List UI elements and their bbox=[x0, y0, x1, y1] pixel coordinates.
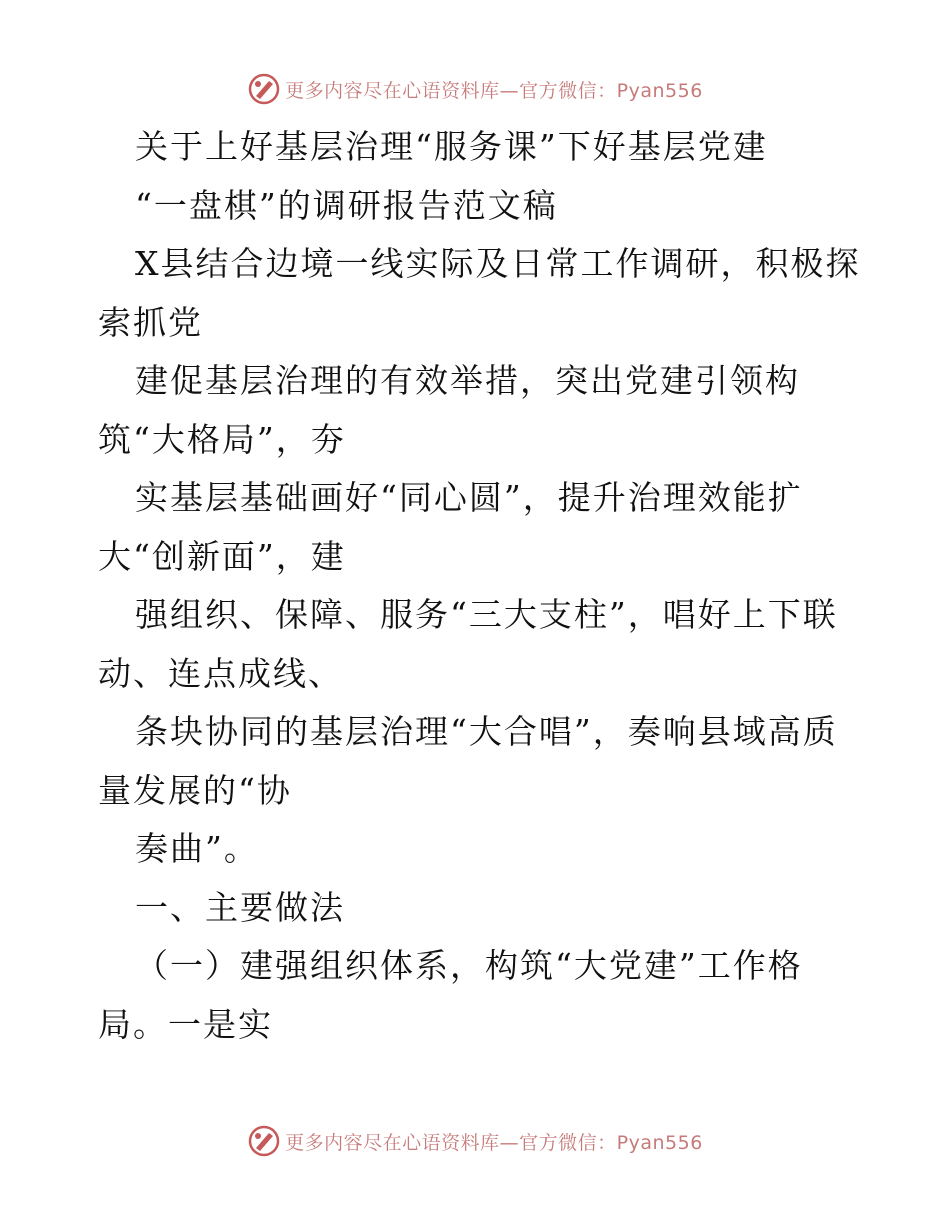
logo-icon bbox=[247, 1124, 281, 1158]
watermark-text: 更多内容尽在心语资料库—官方微信：Pyan556 bbox=[285, 1131, 703, 1154]
text-line: （一）建强组织体系，构筑“大党建”工作格 bbox=[135, 946, 803, 985]
text-line: 大“创新面”，建 bbox=[98, 536, 346, 576]
header-watermark bbox=[0, 72, 950, 106]
logo-icon bbox=[247, 72, 281, 106]
text-line: 索抓党 bbox=[98, 302, 203, 342]
text-line: 奏曲”。 bbox=[135, 829, 259, 868]
text-line: 动、连点成线、 bbox=[98, 653, 343, 693]
text-line: 局。一是实 bbox=[98, 1004, 273, 1044]
text-line: 建促基层治理的有效举措，突出党建引领构 bbox=[135, 361, 800, 400]
text-line: 实基层基础画好“同心圆”，提升治理效能扩 bbox=[135, 478, 803, 517]
footer-watermark bbox=[0, 1124, 950, 1158]
text-line: 强组织、保障、服务“三大支柱”，唱好上下联 bbox=[135, 595, 838, 634]
text-line: X县结合边境一线实际及日常工作调研，积极探 bbox=[135, 244, 861, 283]
text-line: 关于上好基层治理“服务课”下好基层党建 bbox=[135, 127, 768, 166]
watermark-text: 更多内容尽在心语资料库—官方微信：Pyan556 bbox=[285, 79, 703, 102]
document-body bbox=[98, 118, 861, 1054]
text-line: 量发展的“协 bbox=[98, 770, 292, 810]
text-line: 条块协同的基层治理“大合唱”，奏响县域高质 bbox=[135, 712, 838, 751]
text-line: 筑“大格局”，夯 bbox=[98, 419, 346, 459]
text-line: 一、主要做法 bbox=[135, 887, 345, 927]
text-line: “一盘棋”的调研报告范文稿 bbox=[135, 185, 558, 225]
